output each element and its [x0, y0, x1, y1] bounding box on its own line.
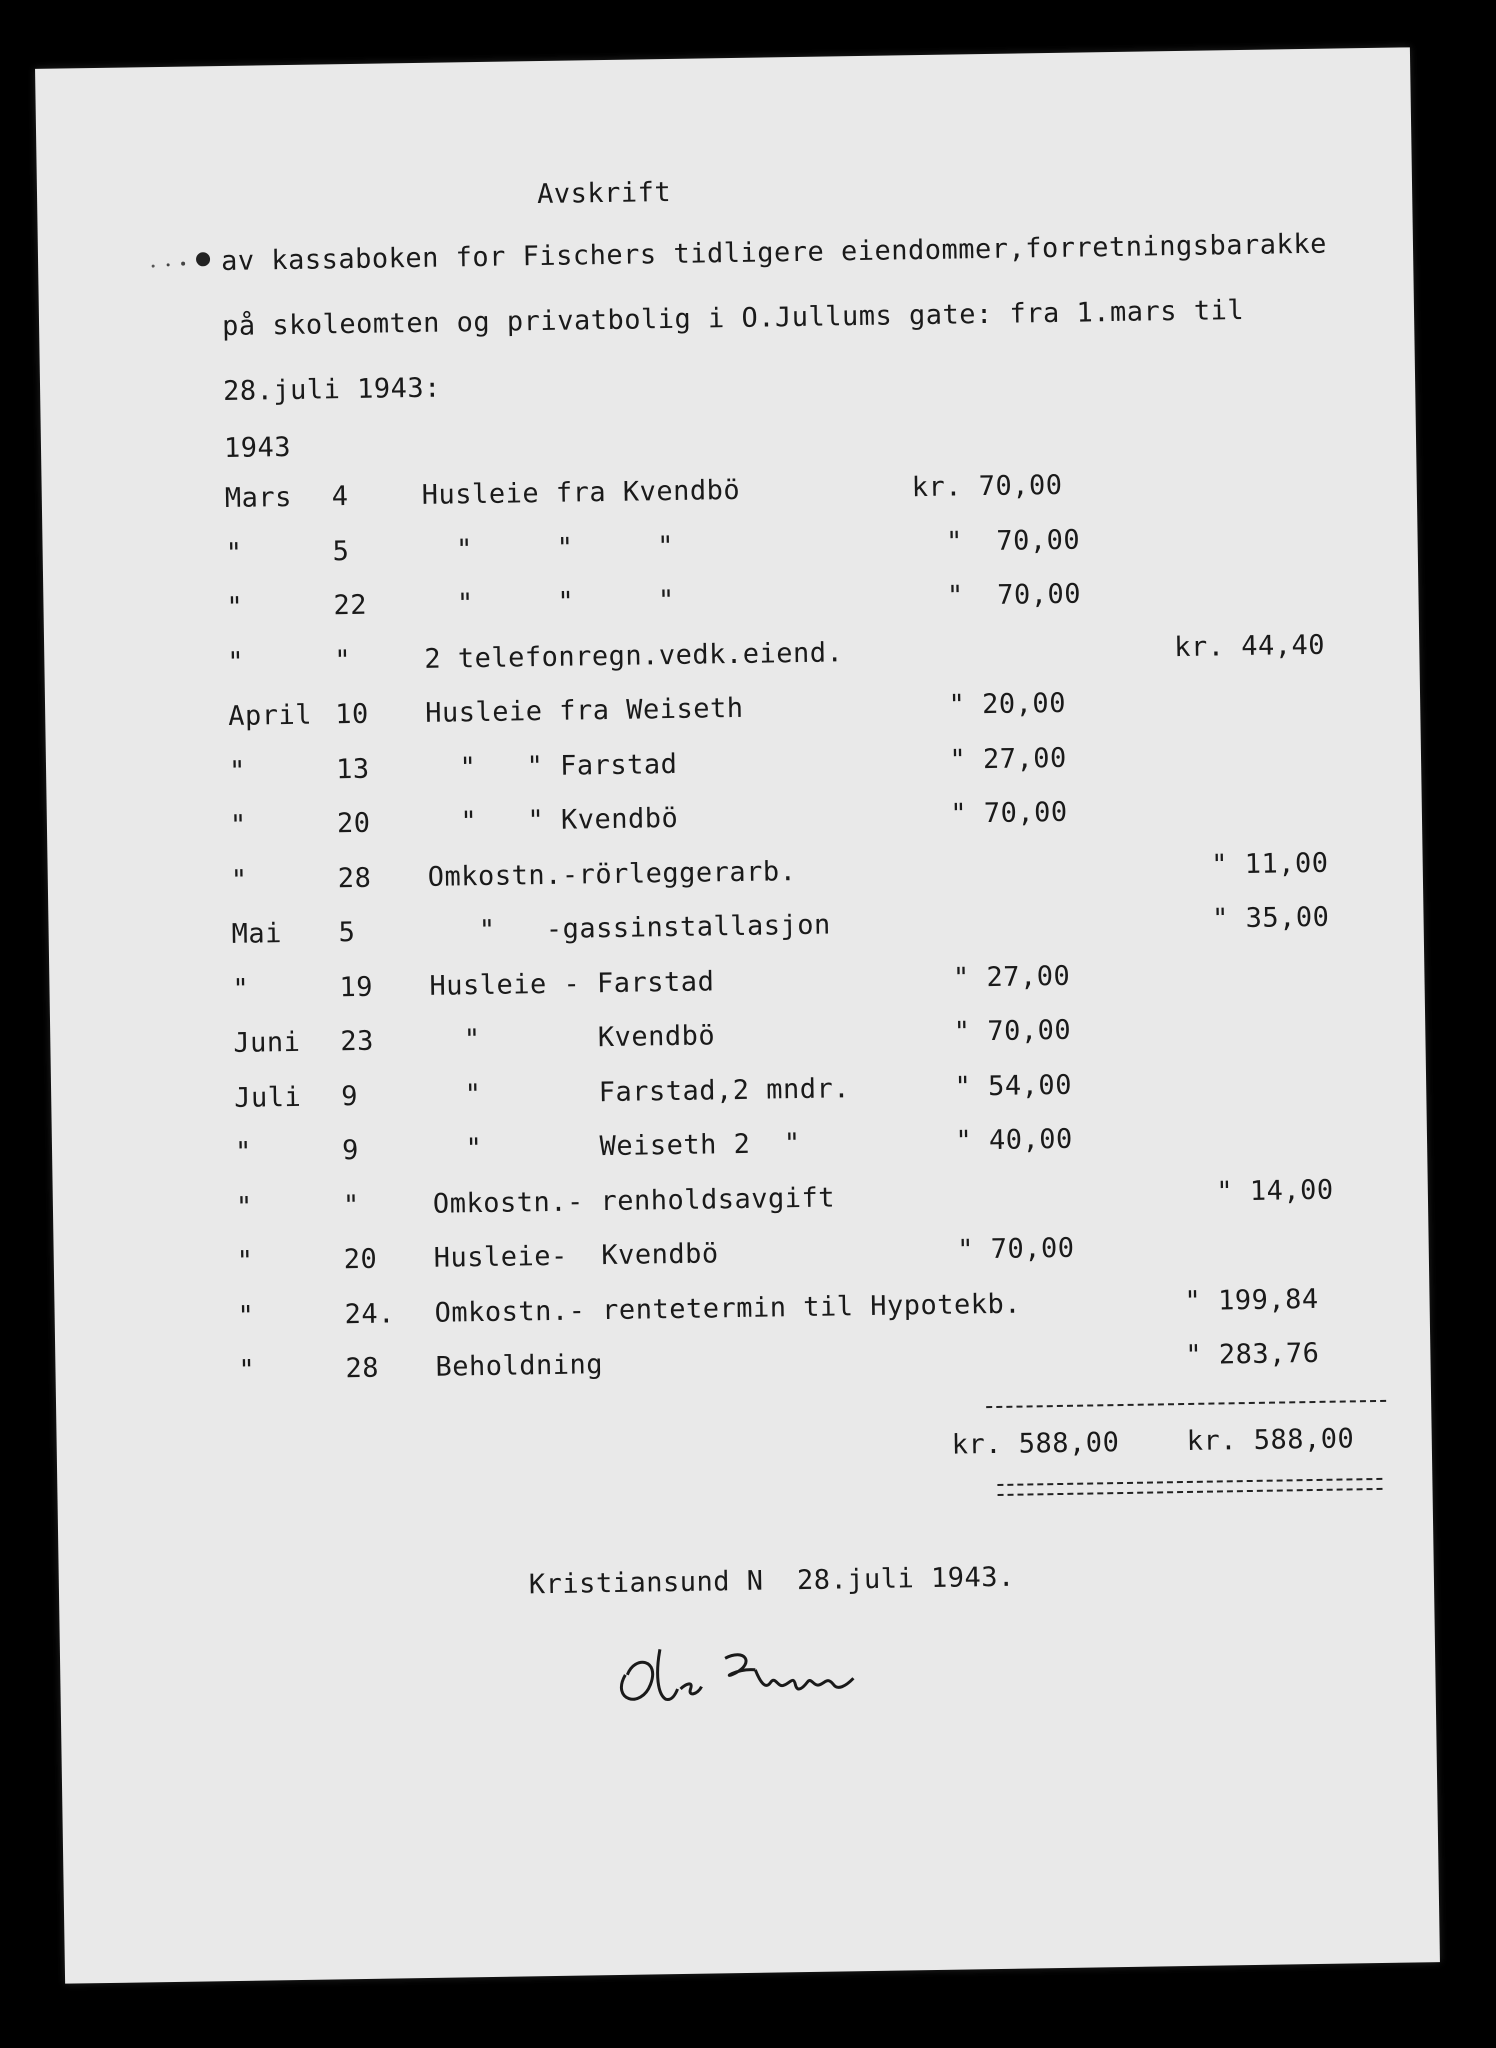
entry-day: 10 [334, 698, 369, 731]
entry-month: Mai [231, 918, 283, 950]
entry-day: 4 [331, 481, 349, 513]
ledger-row [43, 573, 1418, 635]
entry-month: Mars [224, 481, 293, 514]
entry-day: 28 [337, 862, 372, 894]
entry-description: " " " [422, 530, 675, 566]
ledger-row [49, 955, 1424, 1017]
entry-month: " [227, 646, 245, 678]
entry-income: " 27,00 [919, 960, 1071, 994]
entry-expense: " 35,00 [1178, 901, 1330, 936]
entry-day: 20 [343, 1243, 378, 1276]
subtotal-rule [986, 1400, 1386, 1408]
entry-income: " 70,00 [916, 796, 1068, 831]
ledger-row [50, 1009, 1425, 1071]
intro-line-1: av kassaboken for Fischers tidligere eiendommer,forretningsbarakke [220, 228, 1328, 278]
entry-income: " 70,00 [920, 1014, 1072, 1049]
entry-description: Husleie fra Kvendbö [421, 474, 741, 511]
entry-month: April [227, 699, 313, 732]
entry-income: " 70,00 [923, 1232, 1075, 1267]
entry-income: " 40,00 [921, 1123, 1074, 1158]
entry-month: Juni [233, 1026, 301, 1059]
intro-line-3: 28.juli 1943: [222, 372, 442, 408]
year-heading: 1943 [223, 431, 292, 464]
total-income: kr. 588,00 [951, 1427, 1120, 1461]
entry-month: Juli [233, 1081, 302, 1114]
entry-description: Omkostn.- renholdsavgift [432, 1181, 836, 1220]
ledger-row [52, 1118, 1427, 1180]
ledger-row [51, 1064, 1426, 1126]
ledger-row [42, 519, 1417, 581]
entry-description: Omkostn.- rentetermin til Hypotekb. [434, 1288, 1022, 1329]
entry-day: 13 [335, 753, 370, 785]
entry-day: 28 [345, 1352, 380, 1385]
entry-day: 19 [339, 971, 374, 1003]
entry-expense: " 283,76 [1185, 1337, 1320, 1372]
entry-day: 20 [336, 807, 371, 840]
total-expense: kr. 588,00 [1186, 1423, 1355, 1457]
ledger-row [53, 1173, 1428, 1235]
entry-month: " [237, 1300, 255, 1332]
entry-description: Husleie fra Weiseth [424, 692, 744, 729]
intro-line-2: på skoleomten og privatbolig i O.Jullums gate: fra 1.mars til [221, 294, 1245, 343]
entry-day: 23 [340, 1025, 375, 1058]
entry-month: " [228, 755, 247, 787]
entry-day: 24. [344, 1297, 396, 1330]
entry-month: " [232, 973, 250, 1005]
total-double-rule-top [997, 1478, 1382, 1486]
signature-image [605, 1625, 926, 1720]
place-date: Kristiansund N 28.juli 1943. [528, 1561, 1016, 1601]
total-double-rule-bottom [998, 1488, 1383, 1496]
entry-income: " 27,00 [915, 742, 1068, 776]
entry-description: 2 telefonregn.vedk.eiend. [424, 636, 844, 675]
ledger-row [42, 464, 1417, 526]
entry-description: " Weiseth 2 " [431, 1128, 801, 1165]
entry-month: " [225, 537, 243, 569]
ledger-row [45, 682, 1420, 744]
ledger-row [54, 1282, 1429, 1344]
entry-description: Husleie - Farstad [429, 965, 715, 1002]
entry-day: 5 [338, 916, 356, 949]
ledger-row [48, 846, 1423, 908]
entry-expense: kr. 44,40 [1174, 629, 1326, 663]
entry-income: " 54,00 [920, 1069, 1073, 1103]
entry-expense: " 11,00 [1177, 847, 1329, 881]
entry-day: " [342, 1189, 360, 1221]
ledger-row [47, 791, 1422, 853]
entry-income: " 70,00 [912, 524, 1081, 558]
ledger-row [46, 737, 1421, 799]
entry-income: " 20,00 [914, 687, 1067, 722]
document-title: Avskrift [536, 176, 672, 211]
entry-month: " [234, 1136, 253, 1168]
entry-description: Husleie- Kvendbö [433, 1238, 719, 1274]
ledger-row [48, 900, 1423, 962]
entry-income: kr. 70,00 [911, 469, 1063, 504]
entry-month: " [230, 864, 248, 896]
entry-month: " [226, 591, 244, 623]
entry-description: " -gassinstallasjon [428, 909, 831, 947]
entry-description: " Kvendbö [430, 1020, 716, 1056]
entry-month: " [236, 1245, 254, 1277]
entry-income: " 70,00 [913, 578, 1082, 613]
entry-description: Beholdning [435, 1349, 604, 1383]
entry-day: 22 [333, 589, 368, 622]
entry-month: " [229, 809, 247, 841]
ledger-row [55, 1336, 1430, 1398]
entry-description: Omkostn.-rörleggerarb. [427, 855, 797, 893]
entry-day: 5 [332, 535, 350, 567]
entry-description: " " Farstad [425, 748, 678, 784]
ink-smudge-icon [143, 251, 213, 272]
entry-month: " [238, 1354, 256, 1386]
entry-expense: " 14,00 [1182, 1174, 1334, 1208]
entry-month: " [235, 1191, 253, 1223]
entry-description: " Farstad,2 mndr. [430, 1072, 851, 1111]
entry-description: " " Kvendbö [426, 802, 679, 838]
entry-expense: " 199,84 [1184, 1283, 1319, 1317]
entry-day: 9 [341, 1134, 360, 1167]
ledger-row [54, 1227, 1429, 1289]
document-page [35, 47, 1440, 1983]
ledger-row [44, 628, 1419, 690]
entry-day: 9 [340, 1080, 359, 1112]
entry-description: " " " [423, 584, 676, 620]
entry-day: " [334, 644, 352, 676]
